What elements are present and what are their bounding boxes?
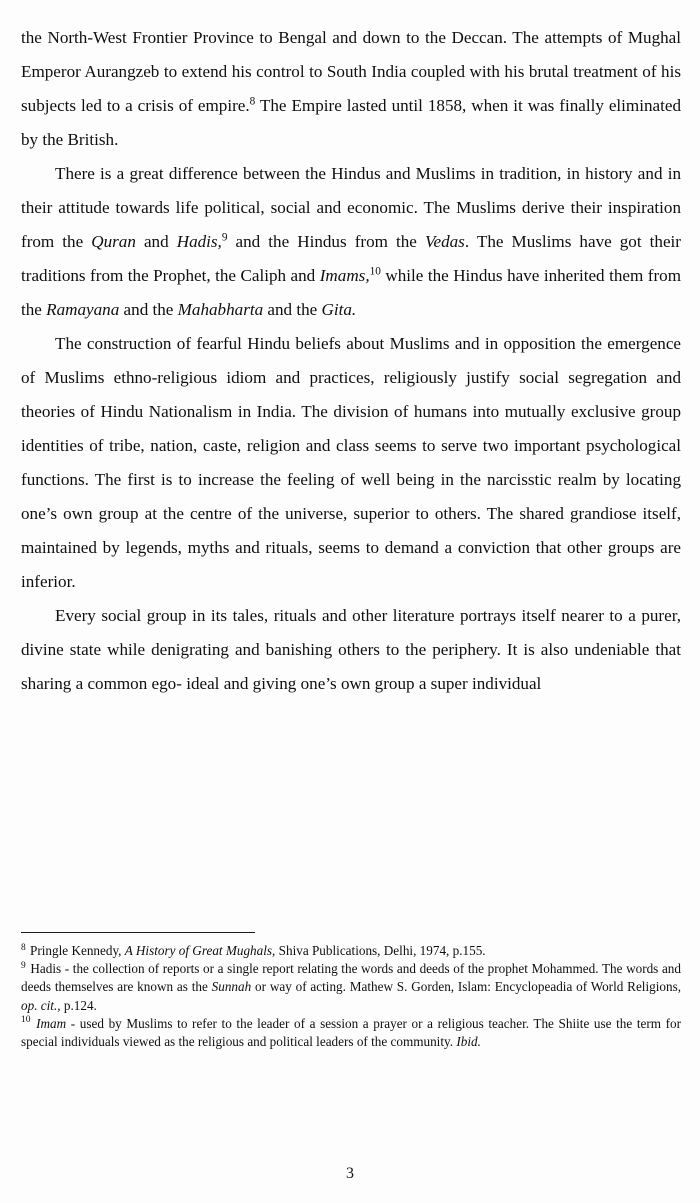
paragraph-construction: The construction of fearful Hindu beliefs about Muslims and in opposition the emergence of Muslims ethno-religious idiom and practices, religiously justify social segregation and theories of Hindu Nationalism in India. The division of humans into mutually exclusive group identities of tribe, nation, caste, religion and class seems to serve two important psychological functions. The first is to increase the feeling of well being in the narcisstic realm by locating one’s own group at the centre of the universe, superior to others. The shared grandiose itself, maintained by legends, myths and rituals, seems to demand a conviction that other groups are inferior. [21,334,681,591]
body-text-area [21,21,681,701]
footnote-10: $^{10}$ Imam - used by Muslims to refer to the leader of a session a prayer or a religious teacher. The Shiite use the term for special individuals viewed as the religious and political leaders of the community. Ibid. [21,1015,682,1050]
footnote-separator-rule [21,932,255,933]
page-number: 3 [346,1165,354,1182]
paragraph-every-social-group: Every social group in its tales, rituals and other literature portrays itself nearer to a purer, divine state while denigrating and banishing others to the periphery. It is also undeniable that sharing a common ego- ideal and giving one’s own group a super individual [21,606,681,693]
footnote-9: $^9$ Hadis - the collection of reports or a single report relating the words and deeds of the prophet Mohammed. The words and deeds themselves are known as the Sunnah or way of acting. Mathew S. Gorden, Islam: Encyclopeadia of World Religions, op. cit., p.124. [21,960,681,1013]
paragraph-hindus-muslims: There is a great difference between the Hindus and Muslims in tradition, in history and in their attitude towards life political, social and economic. The Muslims derive their inspiration from the Quran and Hadis,$^9$ and the Hindus from the Vedas. The Muslims have got their traditions from the Prophet, the Caliph and Imams,$^{10}$ while the Hindus have inherited them from the Ramayana and the Mahabharta and the Gita. [21,164,681,319]
footnote-area [21,932,681,1051]
paragraph-continued: the North-West Frontier Province to Bengal and down to the Deccan. The attempts of Mughal Emperor Aurangzeb to extend his control to South India coupled with his brutal treatment of his subjects led to a crisis of empire.$^8$ The Empire lasted until 1858, when it was finally eliminated by the British. [21,28,681,149]
footnote-8: $^8$ Pringle Kennedy, A History of Great Mughals, Shiva Publications, Delhi, 1974, p.155. [21,942,486,958]
